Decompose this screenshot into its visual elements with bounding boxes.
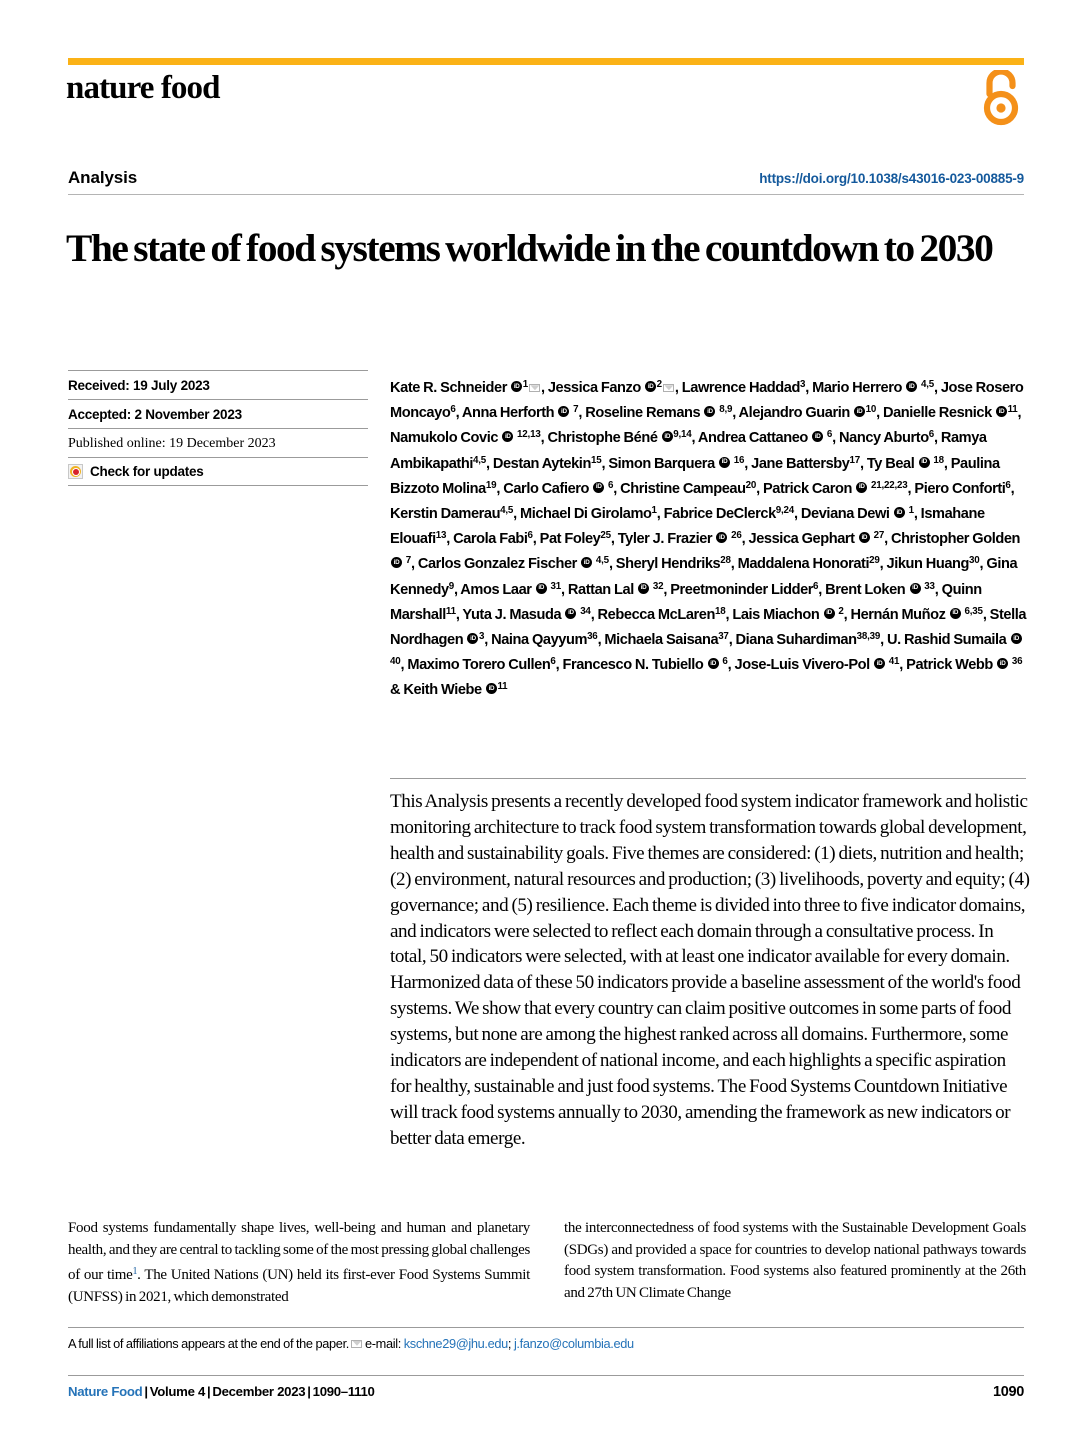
page-footer-divider xyxy=(68,1375,1024,1376)
header-divider xyxy=(68,194,1024,195)
open-access-icon xyxy=(978,70,1024,126)
orcid-icon[interactable] xyxy=(906,381,917,392)
orcid-icon[interactable] xyxy=(638,583,649,594)
body-columns xyxy=(68,1218,1026,1308)
journal-logo[interactable]: nature food xyxy=(66,70,220,106)
orcid-icon[interactable] xyxy=(859,532,870,543)
email-link-1[interactable]: kschne29@jhu.edu xyxy=(403,1336,508,1351)
abstract-divider xyxy=(390,778,1026,779)
orcid-icon[interactable] xyxy=(824,608,835,619)
article-type-label: Analysis xyxy=(68,168,138,187)
abstract: This Analysis presents a recently developed food system indicator framework and holistic monitoring architecture to track food system transformation towards global development, health and sustainability goals. Five themes are considered: (1) diets, nutrition and health; (2) environment, natural resources and production; (3) livelihoods, poverty and equity; (4) governance; and (5) resilience. Each theme is divided into three to five indicator domains, and indicators were selected to reflect each domain through a consultative process. In total, 50 indicators were selected, with at least one indicator available for every domain. Harmonized data of these 50 indicators provide a baseline assessment of the world's food systems. We show that every country can claim positive outcomes in some parts of food systems, but none are among the highest ranked across all domains. Furthermore, some indicators are independent of national income, and each highlights a specific aspiration for healthy, sustainable and just food systems. The Food Systems Countdown Initiative will track food systems annually to 2030, amending the framework as new indicators or better data emerge. xyxy=(390,791,1030,1149)
orcid-icon[interactable] xyxy=(708,658,719,669)
orcid-icon[interactable] xyxy=(581,557,592,568)
page-number: 1090 xyxy=(992,1384,1024,1400)
orcid-icon[interactable] xyxy=(919,457,930,468)
author-list: Kate R. Schneider $iD^1$ , Jessica Fanzo $iD^2$ , Lawrence Haddad$^3$, Mario Herrero iD $^{4,5}$, Jose Rosero Moncayo$^6$, Anna Herforth iD $^7$, Roseline Remans iD $^{8,9}$, Alejandro Guarin $iD^{10}$, Danielle Resnick $iD^{11}$, Namukolo Covic iD $^{12,13}$, Christophe Béné iD$^{9,14}$, Andrea Cattaneo iD $^6$, Nancy Aburto$^6$, Ramya Ambikapathi$^{4,5}$, Destan Aytekin$^{15}$, Simon Barquera iD $^{16}$, Jane Battersby$^{17}$, Ty Beal iD $^{18}$, Paulina Bizzoto Molina$^{19}$, Carlo Cafiero iD $^6$, Christine Campeau$^{20}$, Patrick Caron iD $^{21,22,23}$, Piero Conforti$^6$, Kerstin Damerau$^{4,5}$, Michael Di Girolamo$^1$, Fabrice DeClerck$^{9,24}$, Deviana Dewi iD $^1$, Ismahane Elouafi$^{13}$, Carola Fabi$^6$, Pat Foley$^{25}$, Tyler J. Frazier iD $^{26}$, Jessica Gephart iD $^{27}$, Christopher Golden iD $^7$, Carlos Gonzalez Fischer iD $^{4,5}$, Sheryl Hendriks$^{28}$, Maddalena Honorati$^{29}$, Jikun Huang$^{30}$, Gina Kennedy$^9$, Amos Laar iD $^{31}$, Rattan Lal iD $^{32}$, Preetmoninder Lidder$^6$, Brent Loken iD $^{33}$, Quinn Marshall$^{11}$, Yuta J. Masuda iD $^{34}$, Rebecca McLaren$^{18}$, Lais Miachon iD $^2$, Hernán Muñoz iD $^{6,35}$, Stella Nordhagen $iD^3$, Naina Qayyum$^{36}$, Michaela Saisana$^{37}$, Diana Suhardiman$^{38,39}$, U. Rashid Sumaila iD $^{40}$, Maximo Torero Cullen$^6$, Francesco N. Tubiello iD $^6$, Jose-Luis Vivero-Pol iD $^{41}$, Patrick Webb iD $^{36}$ & Keith Wiebe $iD^{11}$ xyxy=(390,374,1030,702)
footer-volume: Volume 4 xyxy=(149,1384,205,1399)
footer-sep-2: | xyxy=(207,1384,211,1399)
orcid-icon[interactable] xyxy=(662,431,673,442)
orcid-icon[interactable] xyxy=(558,406,569,417)
orcid-icon[interactable] xyxy=(511,381,522,392)
envelope-icon xyxy=(351,1340,362,1348)
published-date: Published online: 19 December 2023 xyxy=(68,428,368,457)
orcid-icon[interactable] xyxy=(1011,633,1022,644)
body-column-right: the interconnectedness of food systems with the Sustainable Development Goals (SDGs) and provided a space for countries to develop national pathways towards food system transformation. Food systems also featured prominently at the 26th and 27th UN Climate Change xyxy=(564,1220,1026,1301)
page-footer-citation xyxy=(68,1384,375,1399)
orcid-icon[interactable] xyxy=(894,507,905,518)
email-link-2[interactable]: j.fanzo@columbia.edu xyxy=(513,1336,634,1351)
page-footer xyxy=(68,1384,1024,1400)
orcid-icon[interactable] xyxy=(565,608,576,619)
citation-link-1[interactable]: 1 xyxy=(132,1266,138,1278)
email-label: e-mail: xyxy=(364,1336,401,1351)
check-for-updates[interactable] xyxy=(68,457,368,486)
masthead-accent-rule xyxy=(68,58,1024,65)
footer-pages: 1090–1110 xyxy=(312,1384,375,1399)
page-title: The state of food systems worldwide in the countdown to 2030 xyxy=(66,226,993,271)
footer-sep-1: | xyxy=(144,1384,148,1399)
orcid-icon[interactable] xyxy=(996,406,1007,417)
doi-link[interactable]: https://doi.org/10.1038/s43016-023-00885-9 xyxy=(759,171,1024,186)
orcid-icon[interactable] xyxy=(467,633,478,644)
orcid-icon[interactable] xyxy=(645,381,656,392)
crossmark-icon xyxy=(68,464,83,479)
orcid-icon[interactable] xyxy=(856,482,867,493)
orcid-icon[interactable] xyxy=(704,406,715,417)
orcid-icon[interactable] xyxy=(486,683,497,694)
envelope-icon[interactable] xyxy=(663,384,674,392)
accepted-date: Accepted: 2 November 2023 xyxy=(68,399,368,428)
orcid-icon[interactable] xyxy=(391,557,402,568)
article-meta xyxy=(68,370,368,486)
orcid-icon[interactable] xyxy=(502,431,513,442)
orcid-icon[interactable] xyxy=(997,658,1008,669)
received-date: Received: 19 July 2023 xyxy=(68,370,368,399)
orcid-icon[interactable] xyxy=(854,406,865,417)
email-separator: ; xyxy=(507,1336,512,1351)
orcid-icon[interactable] xyxy=(536,583,547,594)
body-column-left: Food systems fundamentally shape lives, well-being and human and planetary health, and they are central to tackling some of the most pressing global challenges of our time$^1$. The United Nations (UN) held its first-ever Food Systems Summit (UNFSS) in 2021, which demonstrated xyxy=(68,1220,530,1305)
orcid-icon[interactable] xyxy=(910,583,921,594)
affiliations-note: A full list of affiliations appears at the end of the paper. xyxy=(68,1336,349,1351)
orcid-icon[interactable] xyxy=(719,457,730,468)
check-for-updates-label: Check for updates xyxy=(90,464,204,479)
footer-journal-name[interactable]: Nature Food xyxy=(68,1384,143,1399)
footnote xyxy=(68,1336,1024,1351)
article-type-row xyxy=(68,168,1024,188)
orcid-icon[interactable] xyxy=(950,608,961,619)
footnote-divider xyxy=(68,1327,1024,1328)
footer-sep-3: | xyxy=(307,1384,311,1399)
envelope-icon[interactable] xyxy=(529,384,540,392)
orcid-icon[interactable] xyxy=(716,532,727,543)
footer-date: December 2023 xyxy=(212,1384,306,1399)
orcid-icon[interactable] xyxy=(593,482,604,493)
orcid-icon[interactable] xyxy=(874,658,885,669)
orcid-icon[interactable] xyxy=(812,431,823,442)
